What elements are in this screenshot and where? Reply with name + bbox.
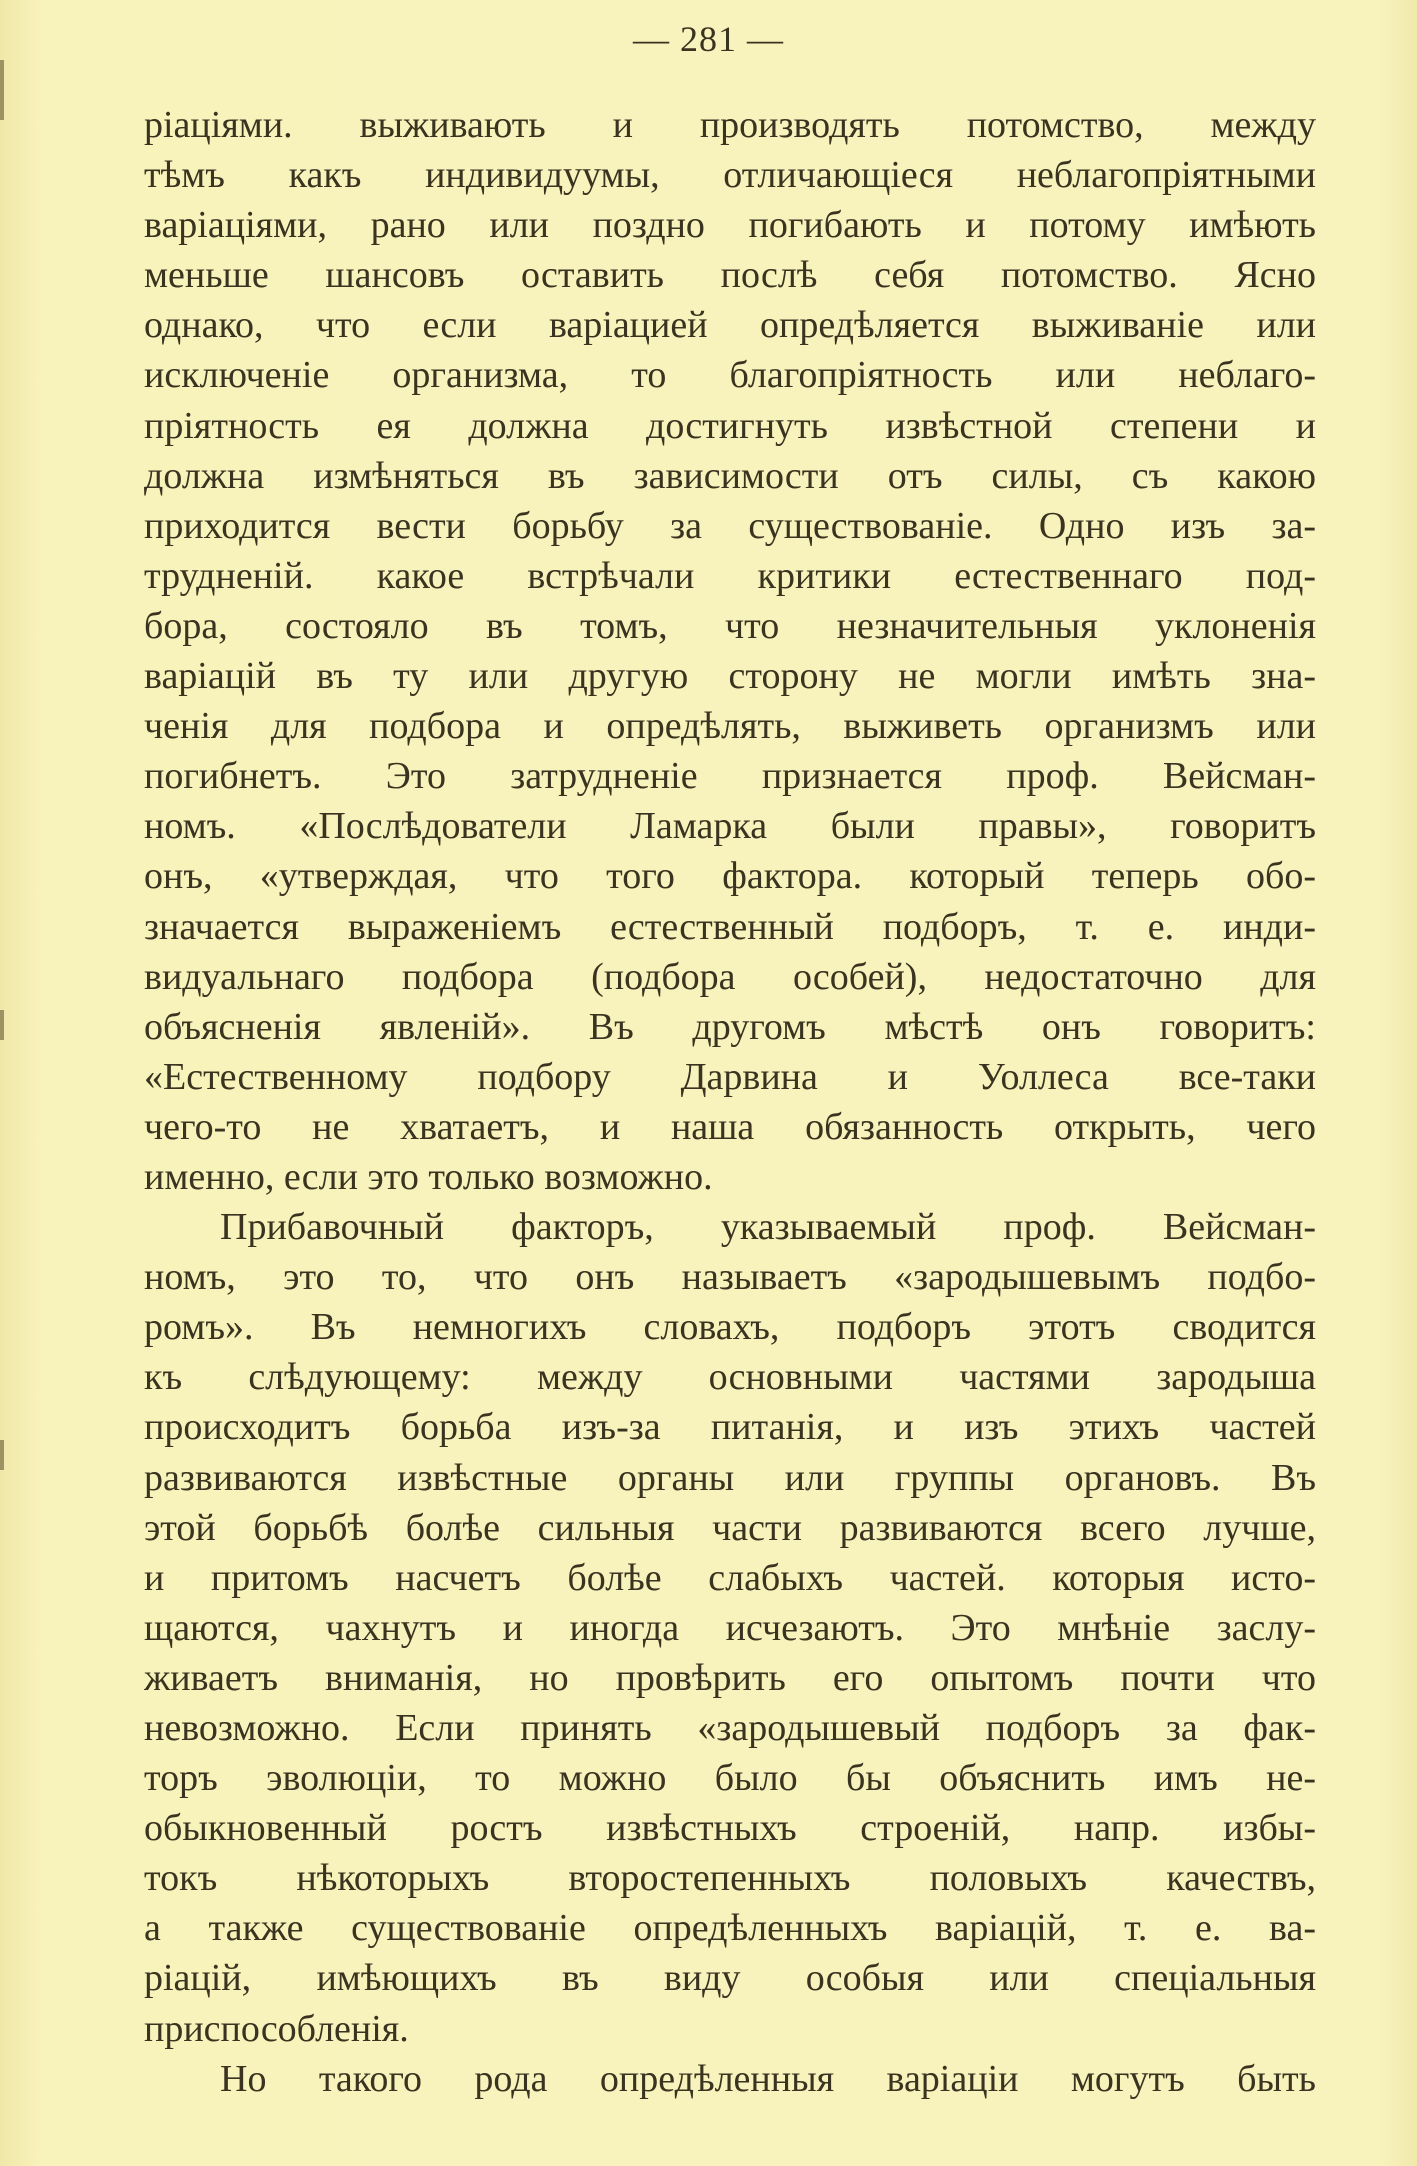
text-line: а также существованіе опредѣленныхъ варіацій, т. е. ва-: [144, 1907, 1316, 1950]
text-line: этой борьбѣ болѣе сильныя части развиваются всего лучше,: [144, 1506, 1316, 1549]
text-line: живаетъ вниманія, но провѣрить его опытомъ почти что: [144, 1656, 1316, 1699]
text-line: чего-то не хватаетъ, и наша обязанность открыть, чего: [144, 1105, 1316, 1148]
text-line: погибнетъ. Это затрудненіе признается проф. Вейсман-: [144, 755, 1316, 798]
text-line: Прибавочный факторъ, указываемый проф. Вейсман-: [220, 1206, 1316, 1249]
paragraph: [144, 100, 1316, 1202]
text-line: значается выраженіемъ естественный подборъ, т. е. инди-: [144, 905, 1316, 948]
paragraph: [144, 1202, 1316, 2054]
text-line: исключеніе организма, то благопріятность или неблаго-: [144, 354, 1316, 397]
text-line: обыкновенный ростъ извѣстныхъ строеній, напр. избы-: [144, 1807, 1316, 1850]
text-line: ромъ». Въ немногихъ словахъ, подборъ этотъ сводится: [144, 1306, 1316, 1349]
page-edge-mark: [0, 60, 4, 120]
text-line: трудненій. какое встрѣчали критики естественнаго под-: [144, 554, 1316, 597]
text-line: ченія для подбора и опредѣлять, выживеть организмъ или: [144, 705, 1316, 748]
paragraph: [144, 2054, 1316, 2104]
text-line: невозможно. Если принять «зародышевый подборъ за фак-: [144, 1707, 1316, 1749]
text-line: къ слѣдующему: между основными частями зародыша: [144, 1356, 1316, 1399]
text-line: «Естественному подбору Дарвина и Уоллеса все-таки: [144, 1055, 1316, 1098]
text-line: именно, если это только возможно.: [144, 1155, 713, 1198]
text-line: тѣмъ какъ индивидуумы, отличающіеся неблагопріятными: [144, 154, 1316, 197]
text-line: ріаціями. выживають и производять потомство, между: [144, 104, 1316, 146]
text-line: должна измѣняться въ зависимости отъ силы, съ какою: [144, 454, 1316, 497]
text-line: номъ. «Послѣдователи Ламарка были правы», говоритъ: [144, 805, 1316, 848]
text-line: и притомъ насчетъ болѣе слабыхъ частей. которыя исто-: [144, 1556, 1316, 1599]
text-line: номъ, это то, что онъ называетъ «зародышевымъ подбо-: [144, 1256, 1316, 1299]
text-line: видуальнаго подбора (подбора особей), недостаточно для: [144, 955, 1316, 998]
text-line: ріацій, имѣющихъ въ виду особыя или спеціальныя: [144, 1957, 1316, 2000]
page-edge-mark: [0, 1440, 4, 1470]
text-line: варіацій въ ту или другую сторону не могли имѣть зна-: [144, 655, 1316, 698]
text-line: щаются, чахнутъ и иногда исчезаютъ. Это мнѣніе заслу-: [144, 1606, 1316, 1649]
body-text: [144, 100, 1316, 2104]
text-line: онъ, «утверждая, что того фактора. который теперь обо-: [144, 855, 1316, 898]
text-line: развиваются извѣстные органы или группы органовъ. Въ: [144, 1456, 1316, 1499]
page-number: — 281 —: [633, 19, 784, 59]
text-line: пріятность ея должна достигнуть извѣстной степени и: [144, 404, 1316, 447]
text-line: происходитъ борьба изъ-за питанія, и изъ этихъ частей: [144, 1406, 1316, 1449]
text-line: приходится вести борьбу за существованіе. Одно изъ за-: [144, 504, 1316, 547]
text-line: торъ эволюціи, то можно было бы объяснить имъ не-: [144, 1757, 1316, 1800]
page-edge-mark: [0, 1010, 4, 1040]
text-line: однако, что если варіацией опредѣляется выживаніе или: [144, 304, 1316, 347]
text-line: варіаціями, рано или поздно погибають и потому имѣють: [144, 204, 1316, 247]
text-line: бора, состояло въ томъ, что незначительныя уклоненія: [144, 604, 1316, 647]
text-line: меньше шансовъ оставить послѣ себя потомство. Ясно: [144, 254, 1316, 297]
text-line: токъ нѣкоторыхъ второстепенныхъ половыхъ качествъ,: [144, 1857, 1316, 1900]
text-line: объясненія явленій». Въ другомъ мѣстѣ онъ говоритъ:: [144, 1005, 1316, 1048]
text-line: приспособленія.: [144, 2007, 409, 2050]
text-line: Но такого рода опредѣленныя варіаціи могутъ быть: [220, 2057, 1316, 2100]
